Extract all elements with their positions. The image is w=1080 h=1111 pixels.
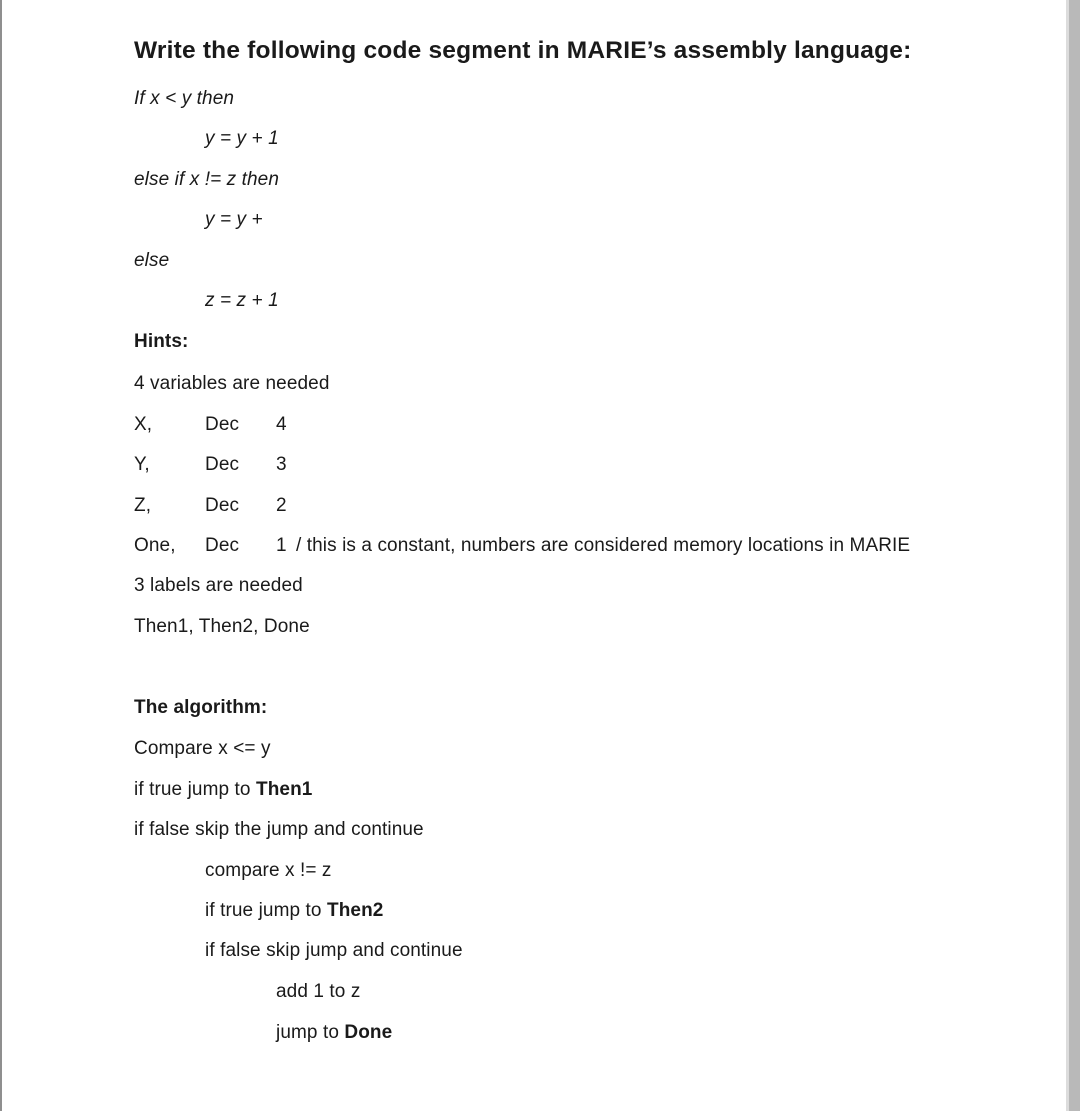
variable-label: Z,: [134, 495, 152, 516]
algorithm-if-true-then1: [134, 778, 312, 802]
variable-directive: Dec: [205, 495, 240, 516]
step-text: if true jump to: [134, 779, 256, 800]
variable-label: X,: [134, 414, 153, 435]
label-done: Done: [344, 1022, 393, 1043]
variable-directive: Dec: [205, 414, 240, 435]
code-else-statement: z = z + 1: [205, 290, 279, 311]
step-text: if true jump to: [205, 900, 327, 921]
label-then2: Then2: [326, 900, 384, 921]
algorithm-jump-done: [276, 1021, 392, 1045]
code-elseif-statement: y = y +: [205, 209, 263, 230]
algorithm-add-one-to-z: add 1 to z: [276, 981, 361, 1002]
variable-row: [134, 494, 1034, 518]
variable-row: [134, 453, 1034, 477]
variable-directive: Dec: [205, 454, 240, 475]
code-if-line: If x < y then: [134, 88, 235, 109]
variable-row: [134, 534, 1044, 558]
code-elseif-line: else if x != z then: [134, 169, 280, 190]
variable-comment: / this is a constant, numbers are considered memory locations in MARIE: [296, 535, 911, 556]
algorithm-compare-x-z: compare x != z: [205, 860, 332, 881]
algorithm-compare-x-y: Compare x <= y: [134, 738, 271, 759]
vertical-scrollbar[interactable]: [1066, 0, 1080, 1111]
code-else-line: else: [134, 250, 170, 271]
algorithm-if-false-continue: if false skip the jump and continue: [134, 819, 424, 840]
labels-list: Then1, Then2, Done: [134, 616, 310, 637]
variable-row: [134, 413, 1034, 437]
variable-value: 3: [276, 454, 287, 475]
variable-directive: Dec: [205, 535, 240, 556]
variable-value: 1: [276, 535, 287, 556]
algorithm-if-true-then2: [205, 899, 383, 923]
variable-label: One,: [134, 535, 176, 556]
step-text: jump to: [276, 1022, 345, 1043]
algorithm-if-false-skip: if false skip jump and continue: [205, 940, 463, 961]
label-then1: Then1: [255, 779, 313, 800]
code-then-statement: y = y + 1: [205, 128, 279, 149]
algorithm-heading: The algorithm:: [134, 697, 268, 718]
labels-intro: 3 labels are needed: [134, 575, 303, 596]
variable-value: 4: [276, 414, 287, 435]
page-title: Write the following code segment in MARIE’s assembly language:: [134, 37, 912, 64]
variable-label: Y,: [134, 454, 150, 475]
variables-intro: 4 variables are needed: [134, 373, 330, 394]
variable-value: 2: [276, 495, 287, 516]
hints-heading: Hints:: [134, 331, 189, 352]
